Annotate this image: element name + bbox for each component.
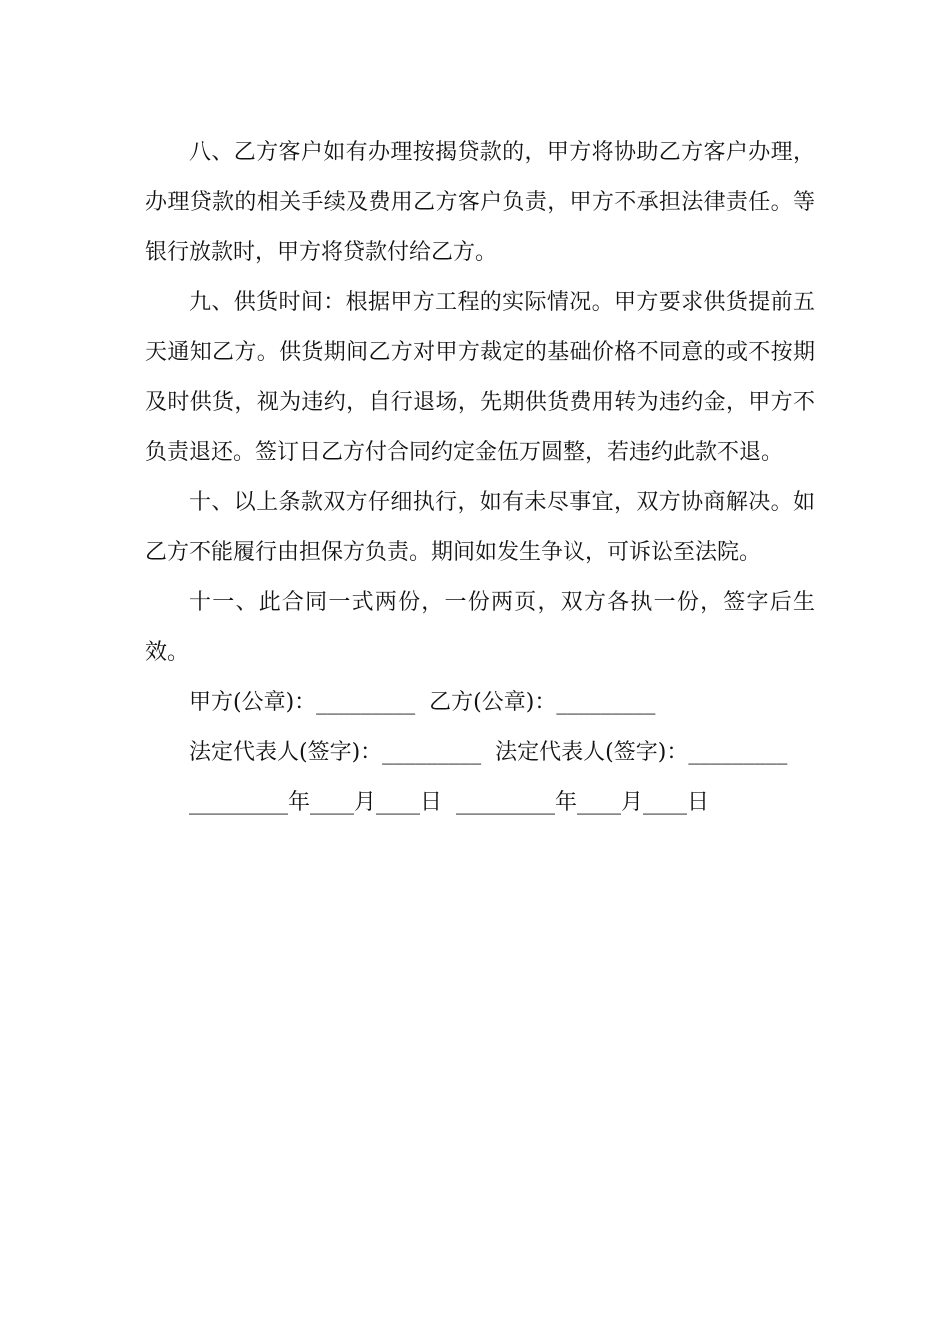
- clause-11: 十一、此合同一式两份，一份两页，双方各执一份，签字后生效。: [145, 590, 815, 665]
- clause-8: 八、乙方客户如有办理按揭贷款的，甲方将协助乙方客户办理，办理贷款的相关手续及费用乙方客户负责，甲方不承担法律责任。等银行放款时，甲方将贷款付给乙方。: [145, 140, 815, 265]
- clause-10: 十、以上条款双方仔细执行，如有未尽事宜，双方协商解决。如乙方不能履行由担保方负责。期间如发生争议，可诉讼至法院。: [145, 490, 815, 565]
- legal-representative-signature-line: 法定代表人(签字)：_________ 法定代表人(签字)：_________: [189, 740, 788, 765]
- contract-body: [145, 128, 815, 828]
- signing-date-line: _________年____月____日 _________年____月____日: [189, 790, 709, 815]
- clause-9: 九、供货时间：根据甲方工程的实际情况。甲方要求供货提前五天通知乙方。供货期间乙方对甲方裁定的基础价格不同意的或不按期及时供货，视为违约，自行退场，先期供货费用转为违约金，甲方不负责退还。签订日乙方付合同约定金伍万圆整，若违约此款不退。: [145, 290, 815, 465]
- party-seal-line: 甲方(公章)：_________ 乙方(公章)：_________: [189, 690, 656, 715]
